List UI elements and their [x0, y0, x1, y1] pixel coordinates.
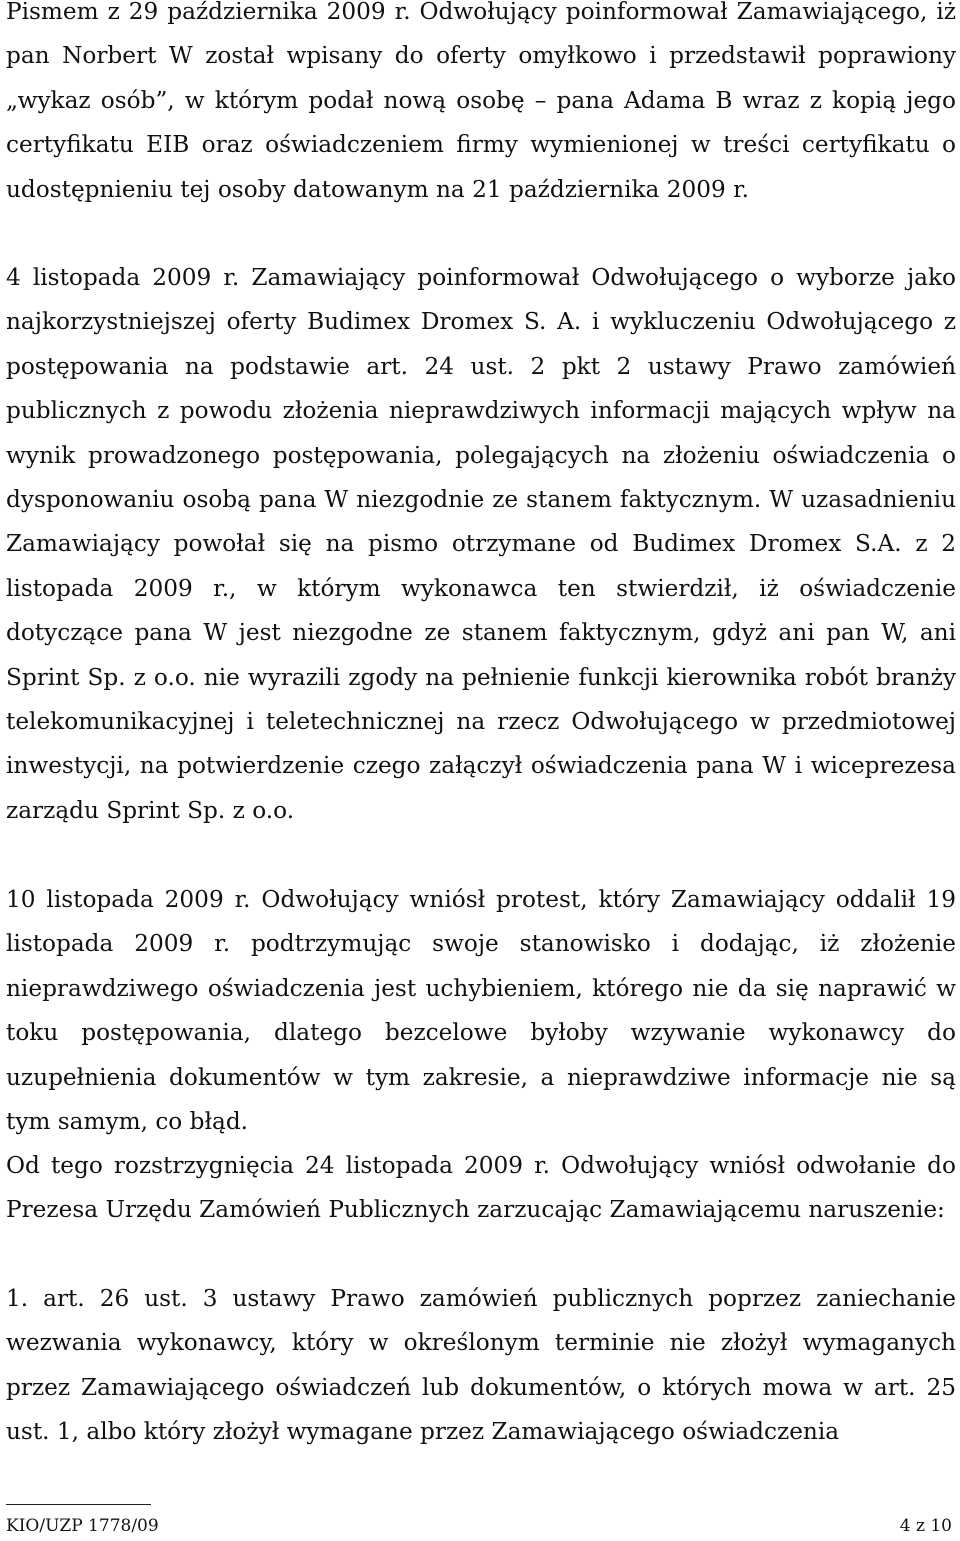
footer-divider: [6, 1504, 151, 1505]
paragraph-exclusion-4-november: 4 listopada 2009 r. Zamawiający poinformował Odwołującego o wyborze jako najkorzystniejszej oferty Budimex Dromex S. A. i wykluczeniu Odwołującego z postępowania na podstawie art. 24 ust. 2 pkt 2 ustawy Prawo zamówień publicznych z powodu złożenia nieprawdziwych informacji mających wpływ na wynik prowadzonego postępowania, polegających na złożeniu oświadczenia o dysponowaniu osobą pana W niezgodnie ze stanem faktycznym. W uzasadnieniu Zamawiający powołał się na pismo otrzymane od Budimex Dromex S.A. z 2 listopada 2009 r., w którym wykonawca ten stwierdził, iż oświadczenie dotyczące pana W jest niezgodne ze stanem faktycznym, gdyż ani pan W, ani Sprint Sp. z o.o. nie wyrazili zgody na pełnienie funkcji kierownika robót branży telekomunikacyjnej i teletechnicznej na rzecz Odwołującego w przedmiotowej inwestycji, na potwierdzenie czego załączył oświadczenia pana W i wiceprezesa zarządu Sprint Sp. z o.o.: [6, 264, 956, 824]
paragraph-appeal-24-november: Od tego rozstrzygnięcia 24 listopada 2009 r. Odwołujący wniósł odwołanie do Prezesa Urzędu Zamówień Publicznych zarzucając Zamawiającemu naruszenie:: [6, 1152, 956, 1224]
paragraph-letter-29-october: Pismem z 29 października 2009 r. Odwołujący poinformował Zamawiającego, iż pan Norbert W został wpisany do oferty omyłkowo i przedstawił poprawiony „wykaz osób”, w którym podał nową osobę – pana Adama B wraz z kopią jego certyfikatu EIB oraz oświadczeniem firmy wymienionej w treści certyfikatu o udostępnieniu tej osoby datowanym na 21 października 2009 r.: [6, 0, 956, 203]
footer-case-number: KIO/UZP 1778/09: [6, 1516, 159, 1536]
paragraph-protest-10-november: 10 listopada 2009 r. Odwołujący wniósł protest, który Zamawiający oddalił 19 listopada 2009 r. podtrzymując swoje stanowisko i dodając, iż złożenie nieprawdziwego oświadczenia jest uchybieniem, którego nie da się naprawić w toku postępowania, dlatego bezcelowe byłoby wzywanie wykonawcy do uzupełnienia dokumentów w tym zakresie, a nieprawdziwe informacje nie są tym samym, co błąd.: [6, 886, 956, 1136]
paragraph-allegation-1: 1. art. 26 ust. 3 ustawy Prawo zamówień publicznych poprzez zaniechanie wezwania wykonawcy, który w określonym terminie nie złożył wymaganych przez Zamawiającego oświadczeń lub dokumentów, o których mowa w art. 25 ust. 1, albo który złożył wymagane przez Zamawiającego oświadczenia: [6, 1285, 956, 1446]
footer-page-number: 4 z 10: [899, 1516, 952, 1536]
